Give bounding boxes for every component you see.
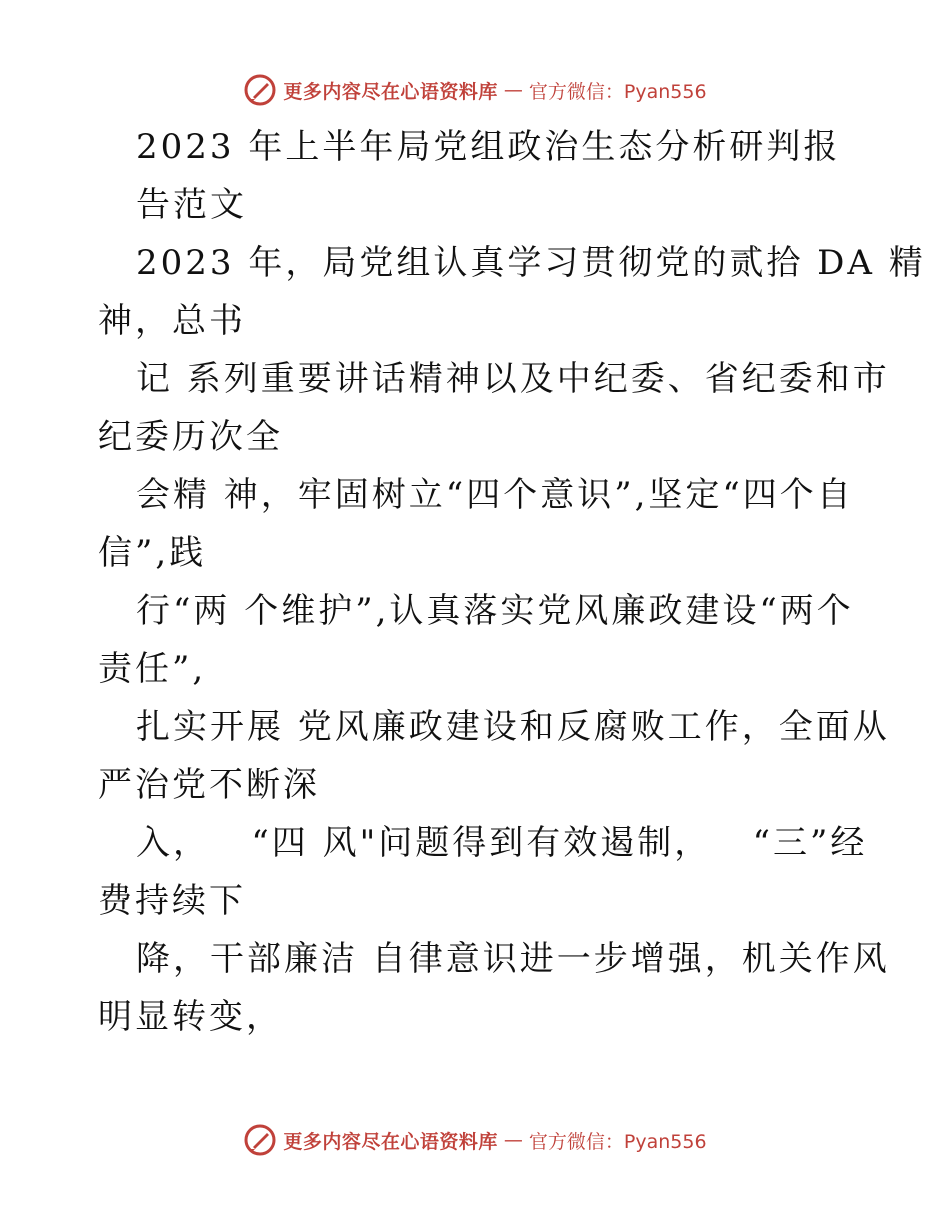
document-line: 行“两 个维护”,认真落实党风廉政建设“两个 — [136, 591, 854, 631]
document-line: 信”,践 — [98, 533, 207, 573]
document-body — [98, 118, 926, 1046]
document-line: 告范文 — [136, 185, 247, 225]
document-line: 入， “四 风"问题得到有效遏制， “三”经 — [136, 823, 868, 863]
document-line: 责任”, — [98, 649, 207, 689]
document-line: 明显转变， — [98, 997, 283, 1037]
watermark-wechat-text: 官方微信：Pyan556 — [528, 1130, 707, 1153]
footer-watermark — [0, 1118, 950, 1162]
document-line: 严治党不断深 — [98, 765, 320, 805]
document-line: 2023 年上半年局党组政治生态分析研判报 — [136, 127, 841, 167]
document-line: 记 系列重要讲话精神以及中纪委、省纪委和市 — [136, 359, 890, 399]
document-line: 纪委历次全 — [98, 417, 283, 457]
document-line: 费持续下 — [98, 881, 246, 921]
document-line: 会精 神，牢固树立“四个意识”,坚定“四个自 — [136, 475, 854, 515]
watermark-dash: — — [503, 79, 523, 101]
watermark-main-text: 更多内容尽在心语资料库 — [283, 1130, 498, 1153]
quill-seal-icon — [243, 1123, 277, 1157]
watermark-dash: — — [503, 1129, 523, 1151]
watermark-main-text: 更多内容尽在心语资料库 — [283, 80, 498, 103]
document-line: 降，干部廉洁 自律意识进一步增强，机关作风 — [136, 939, 890, 979]
quill-seal-icon — [243, 73, 277, 107]
header-watermark — [0, 68, 950, 112]
document-line: 扎实开展 党风廉政建设和反腐败工作，全面从 — [136, 707, 890, 747]
watermark-wechat-text: 官方微信：Pyan556 — [528, 80, 707, 103]
document-line: 神，总书 — [98, 301, 246, 341]
document-line: 2023 年，局党组认真学习贯彻党的贰拾 DA 精 — [136, 243, 926, 283]
